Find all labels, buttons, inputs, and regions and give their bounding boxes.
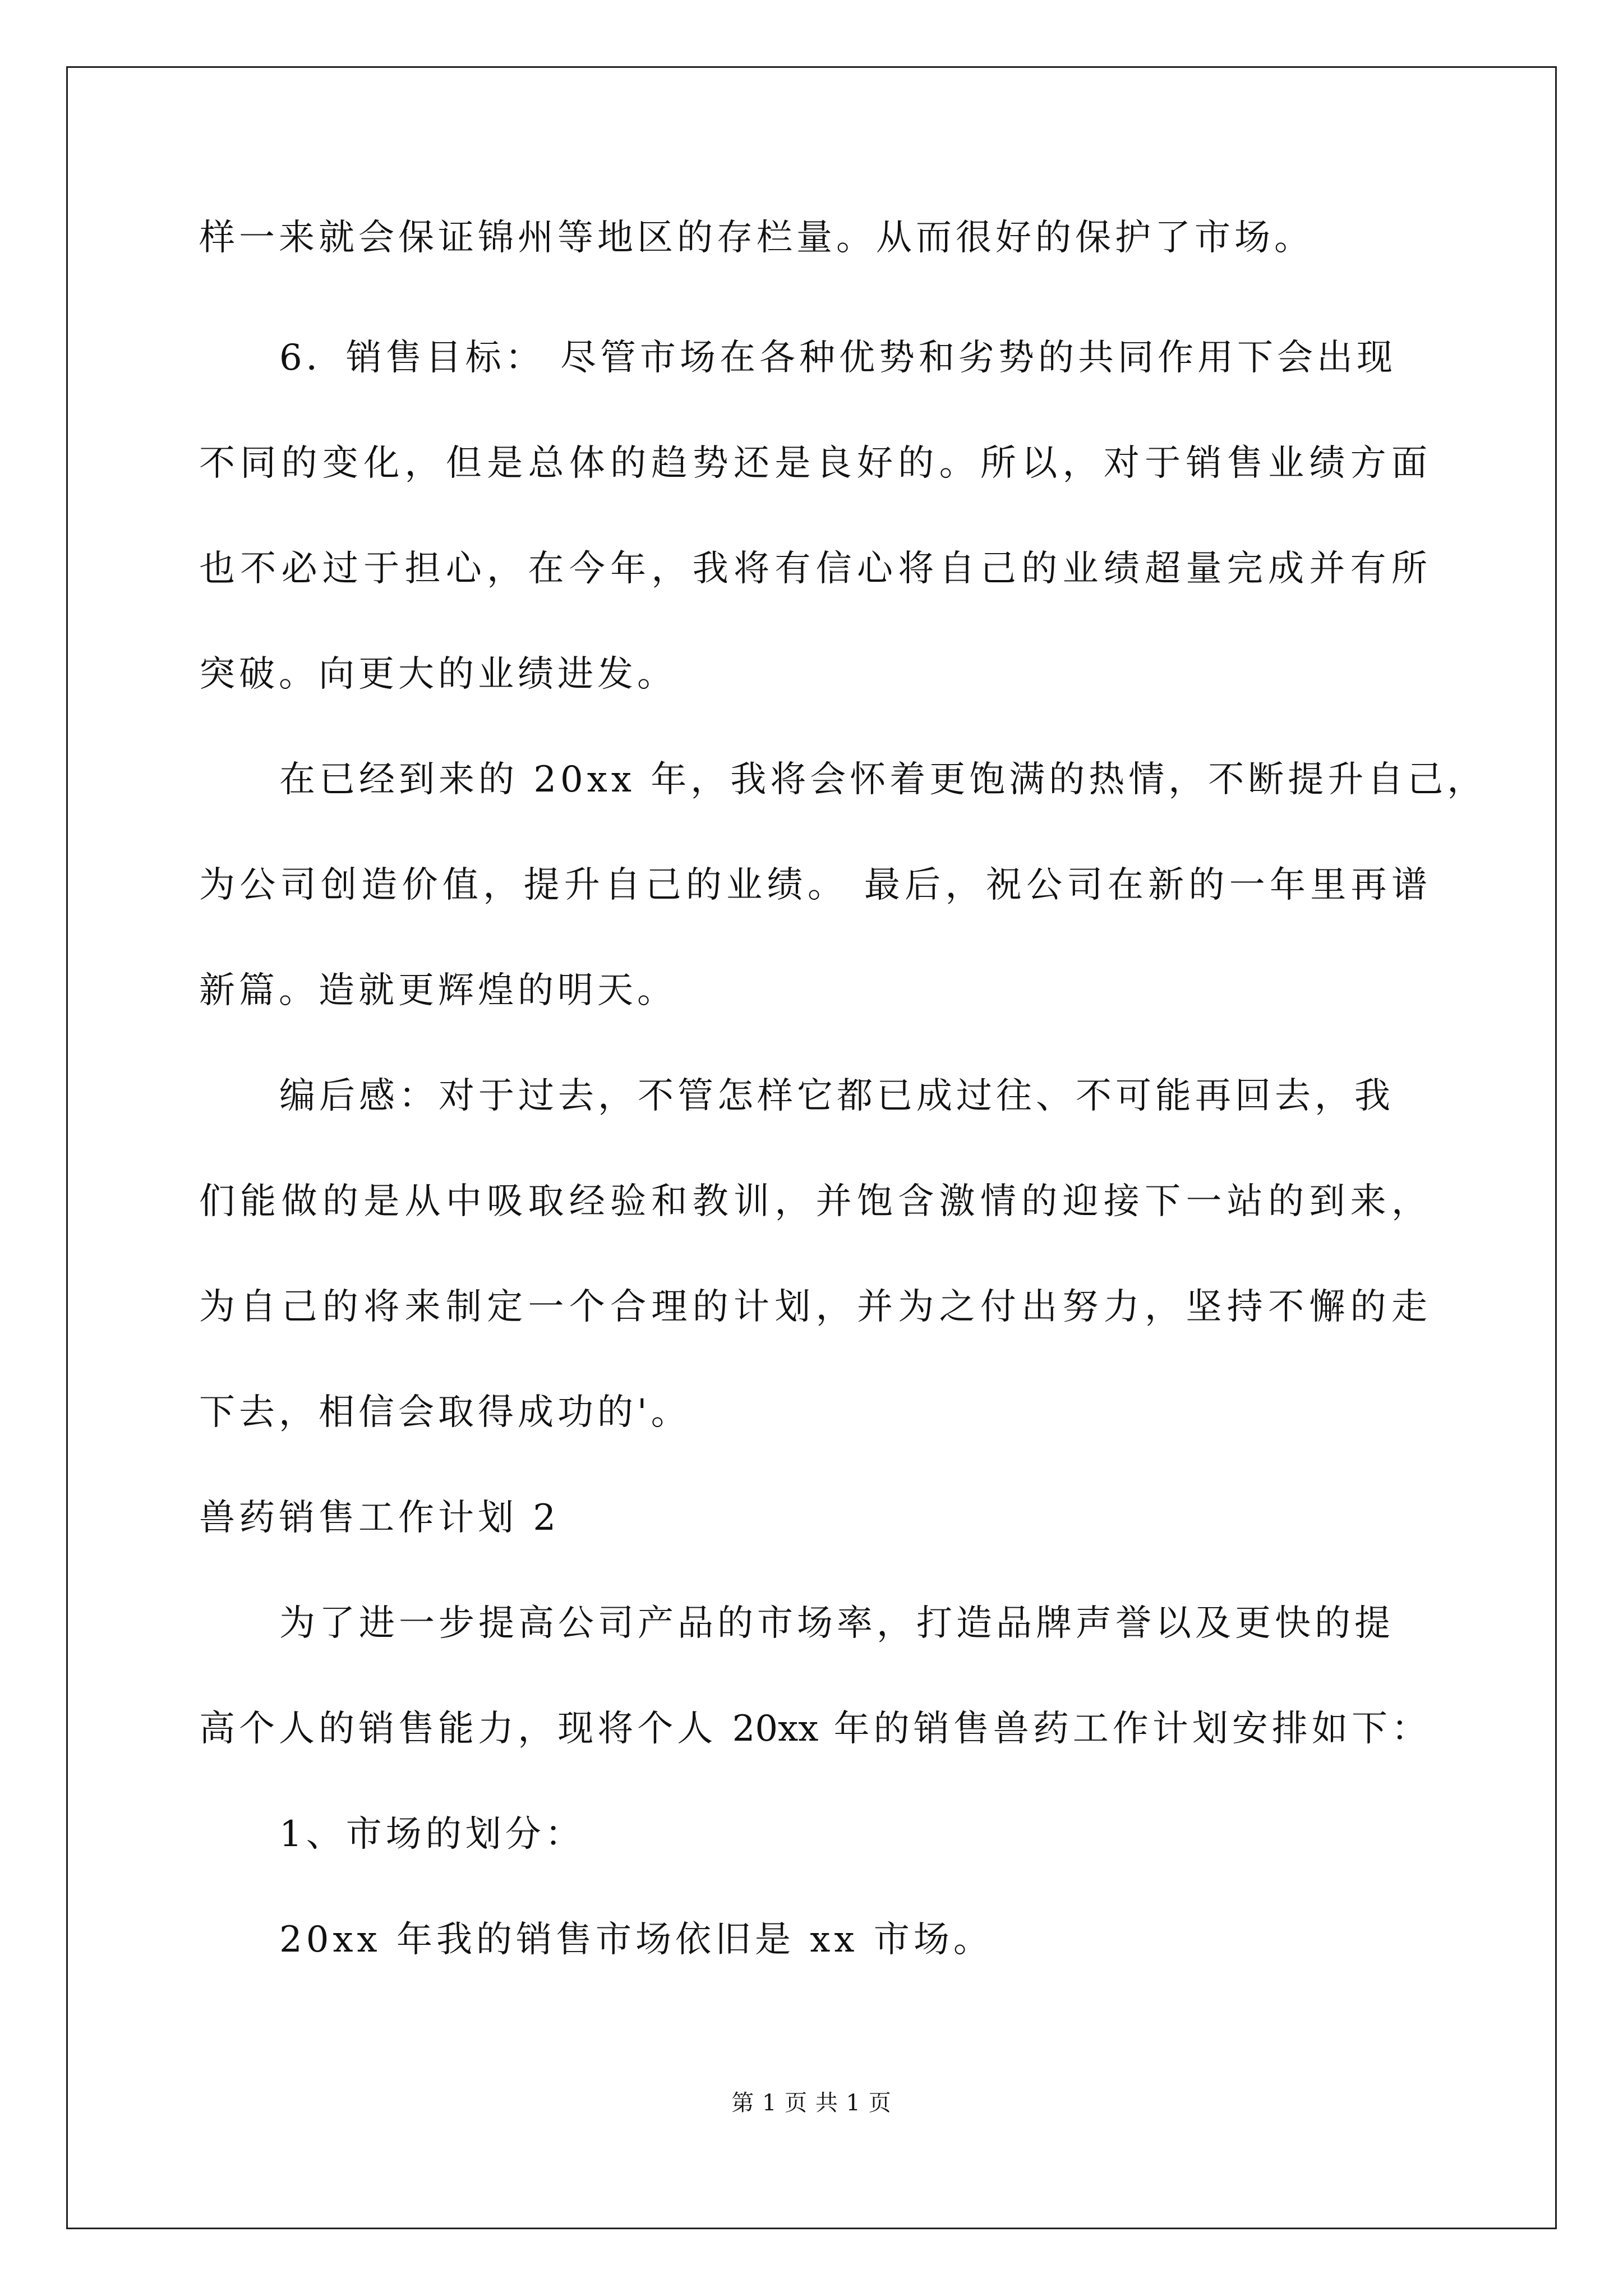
paragraph-line: 们能做的是从中吸取经验和教训，并饱含激情的迎接下一站的到来， <box>199 1181 1427 1222</box>
paragraph-line: 6．销售目标： 尽管市场在各种优势和劣势的共同作用下会出现 <box>279 337 1397 379</box>
paragraph-line: 不同的变化，但是总体的趋势还是良好的。所以，对于销售业绩方面 <box>199 443 1427 484</box>
paragraph-line: 高个人的销售能力，现将个人 20xx 年的销售兽药工作计划安排如下： <box>199 1708 1427 1750</box>
section-heading: 兽药销售工作计划 2 <box>199 1497 560 1539</box>
paragraph-line: 1、市场的划分： <box>279 1814 585 1855</box>
paragraph-line: 为公司创造价值，提升自己的业绩。 最后，祝公司在新的一年里再谱 <box>199 864 1427 906</box>
paragraph-line: 编后感：对于过去，不管怎样它都已成过往、不可能再回去，我 <box>279 1075 1394 1117</box>
paragraph-line: 20xx 年我的销售市场依旧是 xx 市场。 <box>279 1919 993 1961</box>
paragraph-line: 新篇。造就更辉煌的明天。 <box>199 970 677 1011</box>
paragraph-line: 也不必过于担心，在今年，我将有信心将自己的业绩超量完成并有所 <box>199 548 1427 590</box>
paragraph-line: 样一来就会保证锦州等地区的存栏量。从而很好的保护了市场。 <box>199 217 1314 259</box>
paragraph-line: 为自己的将来制定一个合理的计划，并为之付出努力，坚持不懈的走 <box>199 1286 1427 1328</box>
paragraph-line: 为了进一步提高公司产品的市场率，打造品牌声誉以及更快的提 <box>279 1603 1394 1644</box>
paragraph-line: 突破。向更大的业绩进发。 <box>199 654 677 695</box>
paragraph-line: 下去，相信会取得成功的'。 <box>199 1392 691 1433</box>
page-footer: 第 1 页 共 1 页 <box>731 2090 892 2116</box>
paragraph-line: 在已经到来的 20xx 年，我将会怀着更饱满的热情，不断提升自己， <box>279 759 1487 800</box>
